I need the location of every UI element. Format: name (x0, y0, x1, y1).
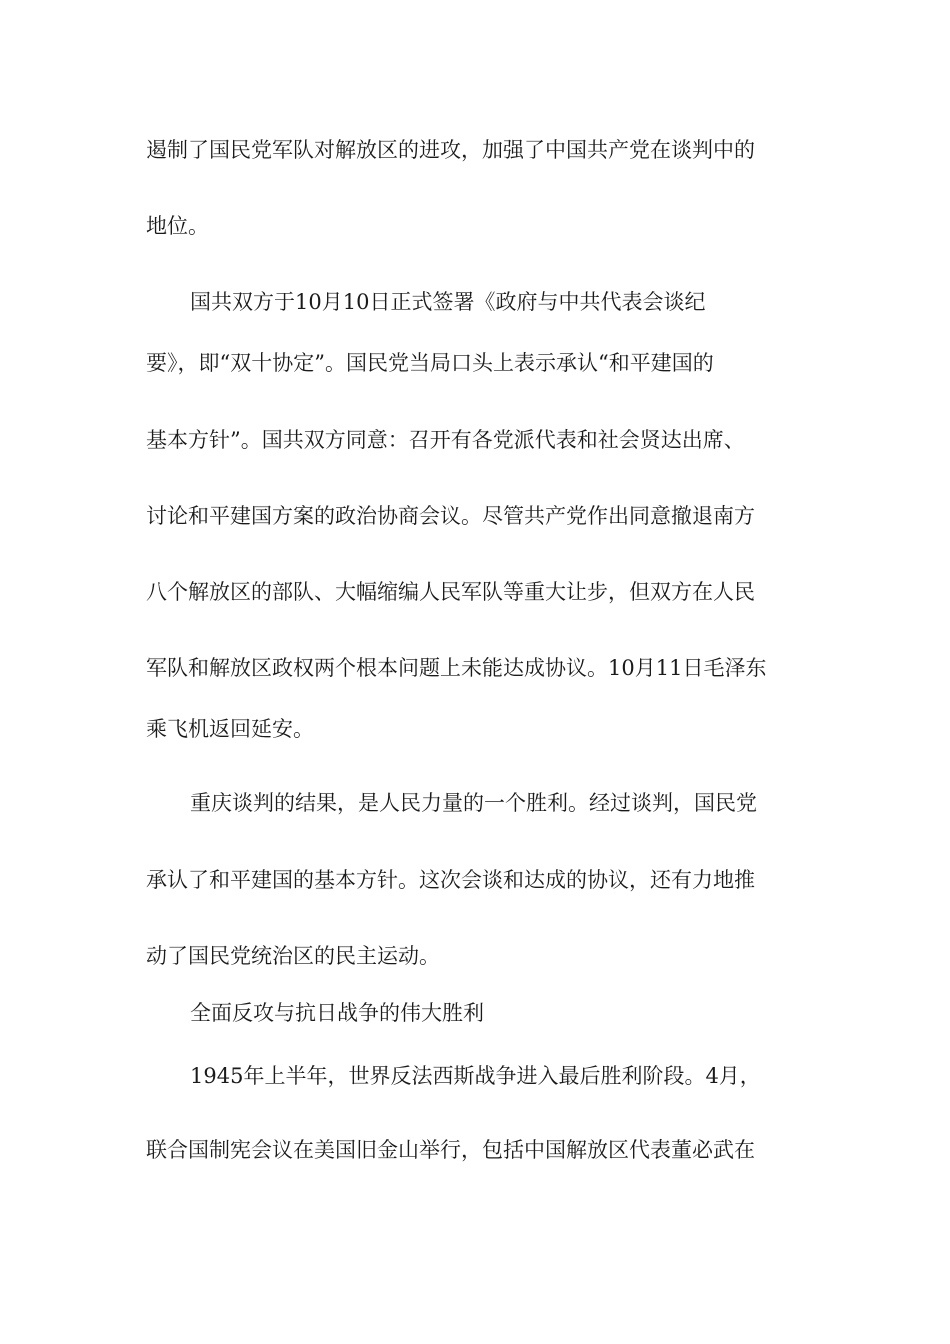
text-line: 基本方针”。国共双方同意：召开有各党派代表和社会贤达出席、 (146, 428, 745, 452)
section-heading: 全面反攻与抗日战争的伟大胜利 (190, 1001, 484, 1025)
text-line: 军队和解放区政权两个根本问题上未能达成协议。10月11日毛泽东 (146, 656, 767, 680)
text-line: 联合国制宪会议在美国旧金山举行，包括中国解放区代表董必武在 (146, 1138, 755, 1162)
text-line: 地位。 (146, 214, 209, 238)
paragraph-start-line: 国共双方于10月10日正式签署《政府与中共代表会谈纪 (190, 290, 706, 314)
text-line: 乘飞机返回延安。 (146, 717, 314, 741)
text-line: 动了国民党统治区的民主运动。 (146, 944, 440, 968)
text-line: 遏制了国民党军队对解放区的进攻，加强了中国共产党在谈判中的 (146, 138, 755, 162)
text-line: 要》，即“双十协定”。国民党当局口头上表示承认“和平建国的 (146, 351, 714, 375)
text-line: 讨论和平建国方案的政治协商会议。尽管共产党作出同意撤退南方 (146, 504, 755, 528)
text-line: 承认了和平建国的基本方针。这次会谈和达成的协议，还有力地推 (146, 868, 755, 892)
paragraph-start-line: 重庆谈判的结果，是人民力量的一个胜利。经过谈判，国民党 (190, 791, 757, 815)
paragraph-start-line: 1945年上半年，世界反法西斯战争进入最后胜利阶段。4月， (190, 1064, 761, 1088)
text-line: 八个解放区的部队、大幅缩编人民军队等重大让步，但双方在人民 (146, 580, 755, 604)
